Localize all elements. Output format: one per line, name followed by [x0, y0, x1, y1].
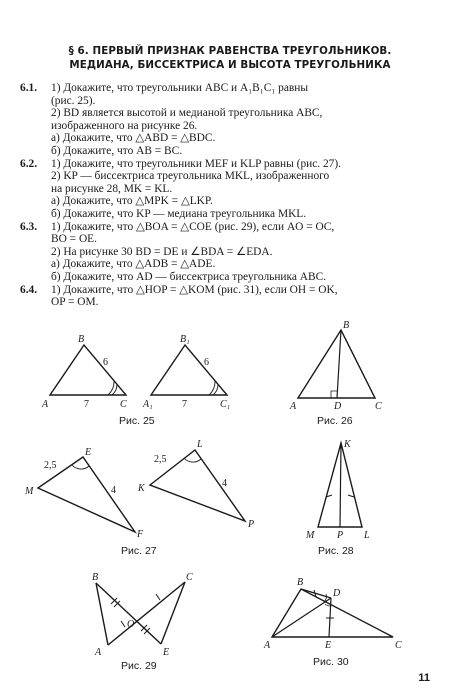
side-length-me: 2,5 [44, 460, 57, 471]
problem-line: а) Докажите, что △ABD = △BDC. [51, 132, 216, 145]
caption-fig-29: Рис. 29 [121, 660, 157, 672]
side-length-lp: 4 [222, 478, 227, 489]
problem-line: б) Докажите, что AB = BC. [51, 144, 183, 157]
caption-fig-30: Рис. 30 [313, 656, 349, 668]
problem-line: а) Докажите, что △MPK = △LKP. [51, 195, 213, 208]
vertex-label-l: L [364, 530, 370, 541]
vertex-label-a: A [42, 399, 49, 410]
vertex-label-f: F [137, 529, 144, 540]
problem-line: 2) KP — биссектриса треугольника MKL, изображенного [51, 170, 330, 183]
vertex-label-c: C [186, 572, 193, 583]
vertex-label-e: E [163, 647, 170, 658]
problem-line: (рис. 25). [51, 94, 96, 107]
vertex-label-e: E [85, 447, 92, 458]
problem-line: изображенного на рисунке 26. [51, 119, 198, 132]
section-heading-line-2: МЕДИАНА, БИССЕКТРИСА И ВЫСОТА ТРЕУГОЛЬНИКА [69, 59, 391, 71]
vertex-label-p: P [248, 519, 255, 530]
vertex-label-a1: A₁ [143, 399, 153, 410]
problem-line: 2) BD является высотой и медианой треугольника ABC, [51, 107, 323, 120]
vertex-label-b: B [78, 334, 85, 345]
vertex-label-a: A [264, 640, 271, 651]
side-length-ac: 7 [84, 399, 89, 410]
problem-number: 6.3. [20, 220, 38, 233]
side-length-a1c1: 7 [182, 399, 187, 410]
caption-fig-26: Рис. 26 [317, 415, 353, 427]
caption-fig-27: Рис. 27 [121, 545, 157, 557]
vertex-label-d: D [334, 401, 342, 412]
side-length-bc: 6 [103, 357, 108, 368]
page-number: 11 [418, 672, 430, 684]
problem-line: 1) Докажите, что △HOP = △KOM (рис. 31), если OH = OK, [51, 283, 338, 296]
caption-fig-28: Рис. 28 [318, 545, 354, 557]
vertex-label-b: B [92, 572, 99, 583]
vertex-label-p: P [337, 530, 344, 541]
vertex-label-b1: B₁ [180, 334, 190, 345]
vertex-label-e: E [325, 640, 332, 651]
vertex-label-b: B [343, 320, 350, 331]
vertex-label-c: C [395, 640, 402, 651]
vertex-label-a: A [290, 401, 297, 412]
problem-number: 6.1. [20, 82, 38, 94]
problem-line: OP = OM. [51, 296, 99, 309]
problem-line: а) Докажите, что △ADB = △ADE. [51, 258, 216, 271]
caption-fig-25: Рис. 25 [119, 415, 155, 427]
section-heading-line-1: § 6. ПЕРВЫЙ ПРИЗНАК РАВЕНСТВА ТРЕУГОЛЬНИКОВ. [68, 45, 392, 57]
vertex-label-m: M [306, 530, 315, 541]
side-length-b1c1: 6 [204, 357, 209, 368]
problem-line: на рисунке 28, MK = KL. [51, 182, 173, 195]
vertex-label-l: L [197, 439, 203, 450]
problem-number: 6.4. [20, 283, 38, 296]
problem-line: б) Докажите, что AD — биссектриса треугольника ABC. [51, 270, 327, 283]
side-length-ef: 4 [111, 485, 116, 496]
problem-line: 1) Докажите, что треугольники ABC и A₁B₁C₁ равны [51, 82, 309, 94]
problem-line: BO = OE. [51, 233, 97, 246]
vertex-label-a: A [95, 647, 102, 658]
problem-line: 2) На рисунке 30 BD = DE и ∠BDA = ∠EDA. [51, 245, 273, 258]
center-label-o: O [127, 619, 135, 630]
problem-line: 1) Докажите, что треугольники MEF и KLP равны (рис. 27). [51, 157, 342, 170]
vertex-label-k: K [344, 439, 351, 450]
vertex-label-d: D [333, 588, 341, 599]
problem-line: 1) Докажите, что △BOA = △COE (рис. 29), если AO = OC, [51, 220, 335, 233]
vertex-label-c: C [375, 401, 382, 412]
vertex-label-k: K [138, 483, 145, 494]
problem-line: б) Докажите, что KP — медиана треугольника MKL. [51, 207, 307, 220]
vertex-label-c1: C₁ [220, 399, 231, 410]
vertex-label-c: C [120, 399, 127, 410]
side-length-kl: 2,5 [154, 454, 167, 465]
problem-number: 6.2. [20, 157, 38, 170]
vertex-label-m: M [25, 486, 34, 497]
vertex-label-b: B [297, 577, 304, 588]
